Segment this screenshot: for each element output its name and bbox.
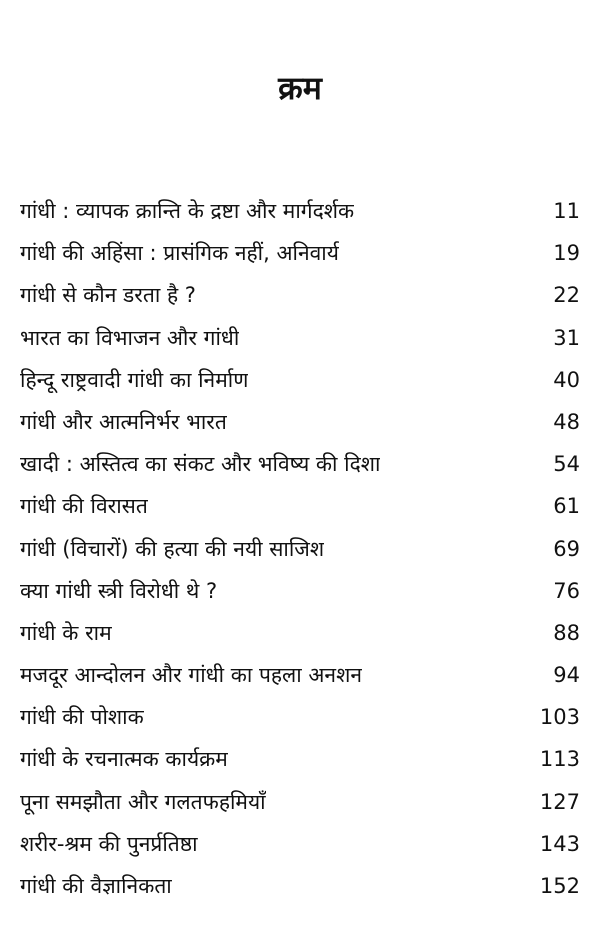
toc-entry bbox=[20, 485, 580, 527]
toc-entry-title: गांधी के राम bbox=[20, 620, 112, 645]
toc-entry-page: 127 bbox=[539, 789, 580, 814]
toc-entry bbox=[20, 317, 580, 359]
toc-entry-page: 76 bbox=[553, 578, 580, 603]
toc-entry-page: 69 bbox=[553, 536, 580, 561]
toc-entry-page: 19 bbox=[553, 241, 580, 266]
toc-entry bbox=[20, 781, 580, 823]
toc-entry-page: 88 bbox=[553, 620, 580, 645]
toc-entry-title: गांधी से कौन डरता है ? bbox=[20, 283, 196, 308]
toc-entry bbox=[20, 401, 580, 443]
toc-entry-title: गांधी और आत्मनिर्भर भारत bbox=[20, 409, 227, 434]
toc-entry-title: गांधी के रचनात्मक कार्यक्रम bbox=[20, 747, 228, 772]
toc-entry-title: क्या गांधी स्त्री विरोधी थे ? bbox=[20, 578, 218, 603]
toc-entry bbox=[20, 359, 580, 401]
toc-entry bbox=[20, 865, 580, 907]
toc-entry-title: हिन्दू राष्ट्रवादी गांधी का निर्माण bbox=[20, 367, 249, 392]
toc-entry-title: पूना समझौता और गलतफहमियाँ bbox=[20, 789, 266, 814]
toc-entry bbox=[20, 654, 580, 696]
toc-entry-page: 54 bbox=[553, 452, 580, 477]
toc-entry-page: 40 bbox=[553, 367, 580, 392]
toc-entry bbox=[20, 823, 580, 865]
table-of-contents bbox=[20, 190, 580, 907]
toc-entry-page: 22 bbox=[553, 283, 580, 308]
toc-entry bbox=[20, 190, 580, 232]
toc-entry bbox=[20, 232, 580, 274]
toc-entry-title: गांधी : व्यापक क्रान्ति के द्रष्टा और मार्गदर्शक bbox=[20, 199, 355, 223]
toc-entry-page: 113 bbox=[539, 747, 580, 772]
toc-entry bbox=[20, 528, 580, 570]
toc-entry-page: 103 bbox=[539, 705, 580, 730]
toc-entry bbox=[20, 612, 580, 654]
toc-entry bbox=[20, 738, 580, 780]
toc-entry-title: भारत का विभाजन और गांधी bbox=[20, 325, 240, 350]
toc-entry-title: गांधी की विरासत bbox=[20, 494, 148, 519]
toc-entry-page: 31 bbox=[553, 325, 580, 350]
toc-entry-title: गांधी (विचारों) की हत्या की नयी साजिश bbox=[20, 536, 325, 561]
toc-entry-page: 152 bbox=[539, 874, 580, 898]
toc-entry-title: गांधी की पोशाक bbox=[20, 705, 144, 730]
toc-entry bbox=[20, 443, 580, 485]
toc-entry-title: गांधी की अहिंसा : प्रासंगिक नहीं, अनिवार्य bbox=[20, 241, 339, 266]
toc-entry bbox=[20, 696, 580, 738]
toc-entry-page: 143 bbox=[539, 831, 580, 856]
toc-entry-title: खादी : अस्तित्व का संकट और भविष्य की दिशा bbox=[20, 452, 381, 477]
toc-entry-page: 61 bbox=[553, 494, 580, 519]
toc-entry-page: 48 bbox=[553, 409, 580, 434]
toc-entry-page: 11 bbox=[553, 199, 580, 223]
toc-entry-title: मजदूर आन्दोलन और गांधी का पहला अनशन bbox=[20, 663, 363, 688]
toc-entry-page: 94 bbox=[553, 663, 580, 688]
toc-entry bbox=[20, 570, 580, 612]
toc-entry-title: गांधी की वैज्ञानिकता bbox=[20, 874, 172, 898]
page-title: क्रम bbox=[278, 69, 322, 107]
toc-entry-title: शरीर-श्रम की पुनर्प्रतिष्ठा bbox=[20, 831, 198, 856]
toc-entry bbox=[20, 274, 580, 316]
